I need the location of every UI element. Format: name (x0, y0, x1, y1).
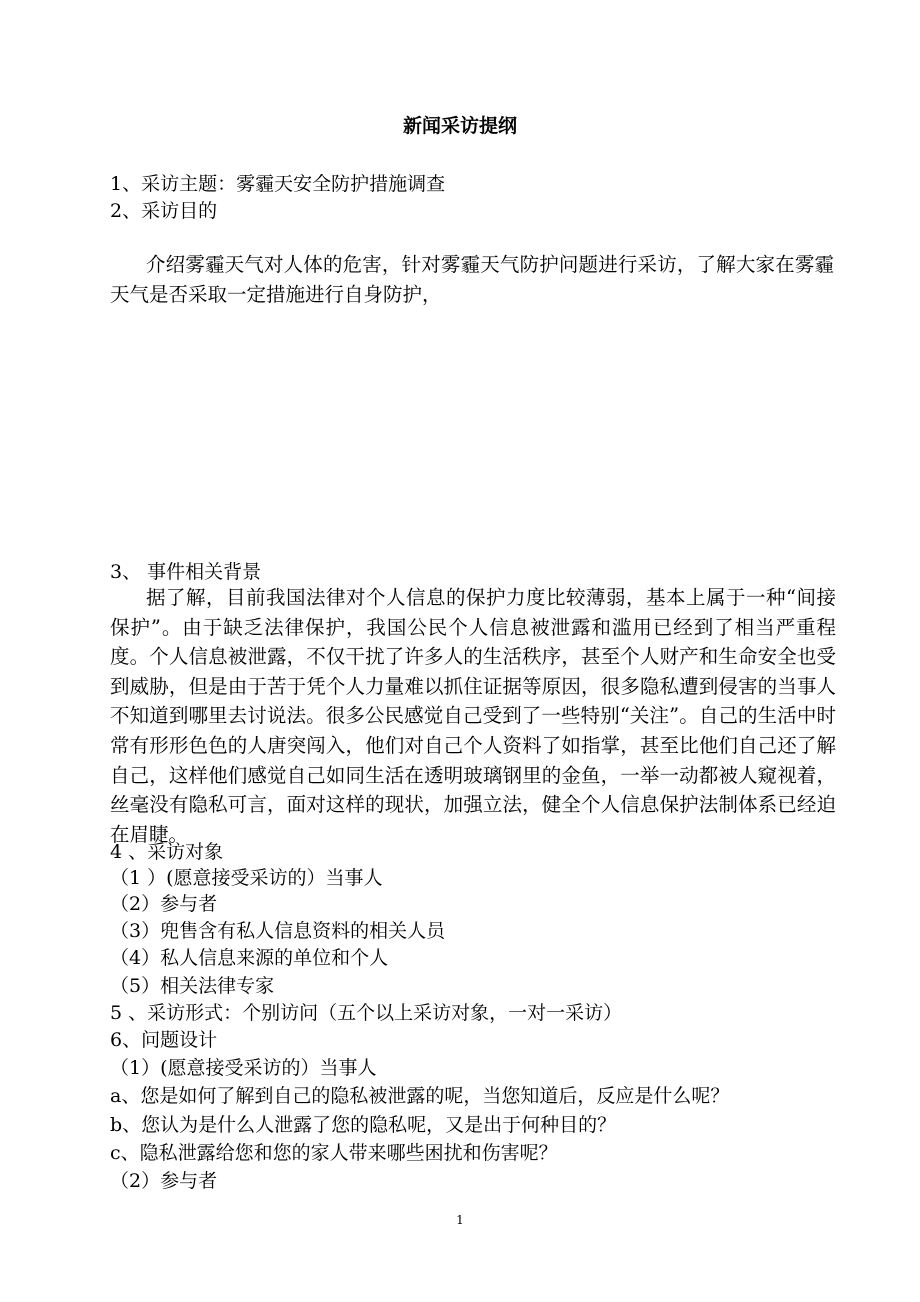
interviewee-item: （5）相关法律专家 (110, 975, 275, 997)
question-item: a、您是如何了解到自己的隐私被泄露的呢，当您知道后，反应是什么呢？ (110, 1085, 730, 1107)
section-2-heading: 2、采访目的 (110, 200, 218, 222)
question-group-heading: （1）(愿意接受采访的）当事人 (110, 1057, 377, 1079)
section-3-heading: 3、 事件相关背景 (110, 561, 262, 583)
page-number: 1 (456, 1213, 464, 1227)
section-1-topic: 1、采访主题：雾霾天安全防护措施调查 (110, 173, 446, 195)
section-4-heading: 4 、采访对象 (110, 841, 224, 863)
section-6-heading: 6、问题设计 (110, 1029, 218, 1051)
background-paragraph: 据了解，目前我国法律对个人信息的保护力度比较薄弱，基本上属于一种“间接保护”。由于缺乏法律保护，我国公民个人信息被泄露和滥用已经到了相当严重程度。个人信息被泄露，不仅干扰了许多人的生活秩序，甚至个人财产和生命安全也受到威胁，但是由于苦于凭个人力量难以抓住证据等原因，很多隐私遭到侵害的当事人不知道到哪里去讨说法。很多公民感觉自己受到了一些特别“关注”。自己的生活中时常有形形色色的人唐突闯入，他们对自己个人资料了如指掌，甚至比他们自己还了解自己，这样他们感觉自己如同生活在透明玻璃钢里的金鱼，一举一动都被人窥视着，丝毫没有隐私可言，面对这样的现状，加强立法，健全个人信息保护法制体系已经迫在眉睫。 (110, 586, 836, 846)
interviewee-item: （2）参与者 (110, 893, 218, 915)
question-item: c、隐私泄露给您和您的家人带来哪些困扰和伤害呢？ (110, 1142, 558, 1164)
interviewee-item: （3）兜售含有私人信息资料的相关人员 (110, 920, 446, 942)
interviewee-item: （1 ）(愿意接受采访的）当事人 (110, 867, 383, 889)
section-5-format: 5 、采访形式：个别访问（五个以上采访对象，一对一采访） (110, 1002, 623, 1024)
page-title: 新闻采访提纲 (402, 115, 517, 137)
question-group-heading: （2）参与者 (110, 1170, 218, 1192)
purpose-paragraph: 介绍雾霾天气对人体的危害，针对雾霾天气防护问题进行采访，了解大家在雾霾天气是否采取一定措施进行自身防护， (110, 253, 834, 307)
interviewee-item: （4）私人信息来源的单位和个人 (110, 947, 389, 969)
question-item: b、您认为是什么人泄露了您的隐私呢，又是出于何种目的？ (110, 1114, 617, 1136)
